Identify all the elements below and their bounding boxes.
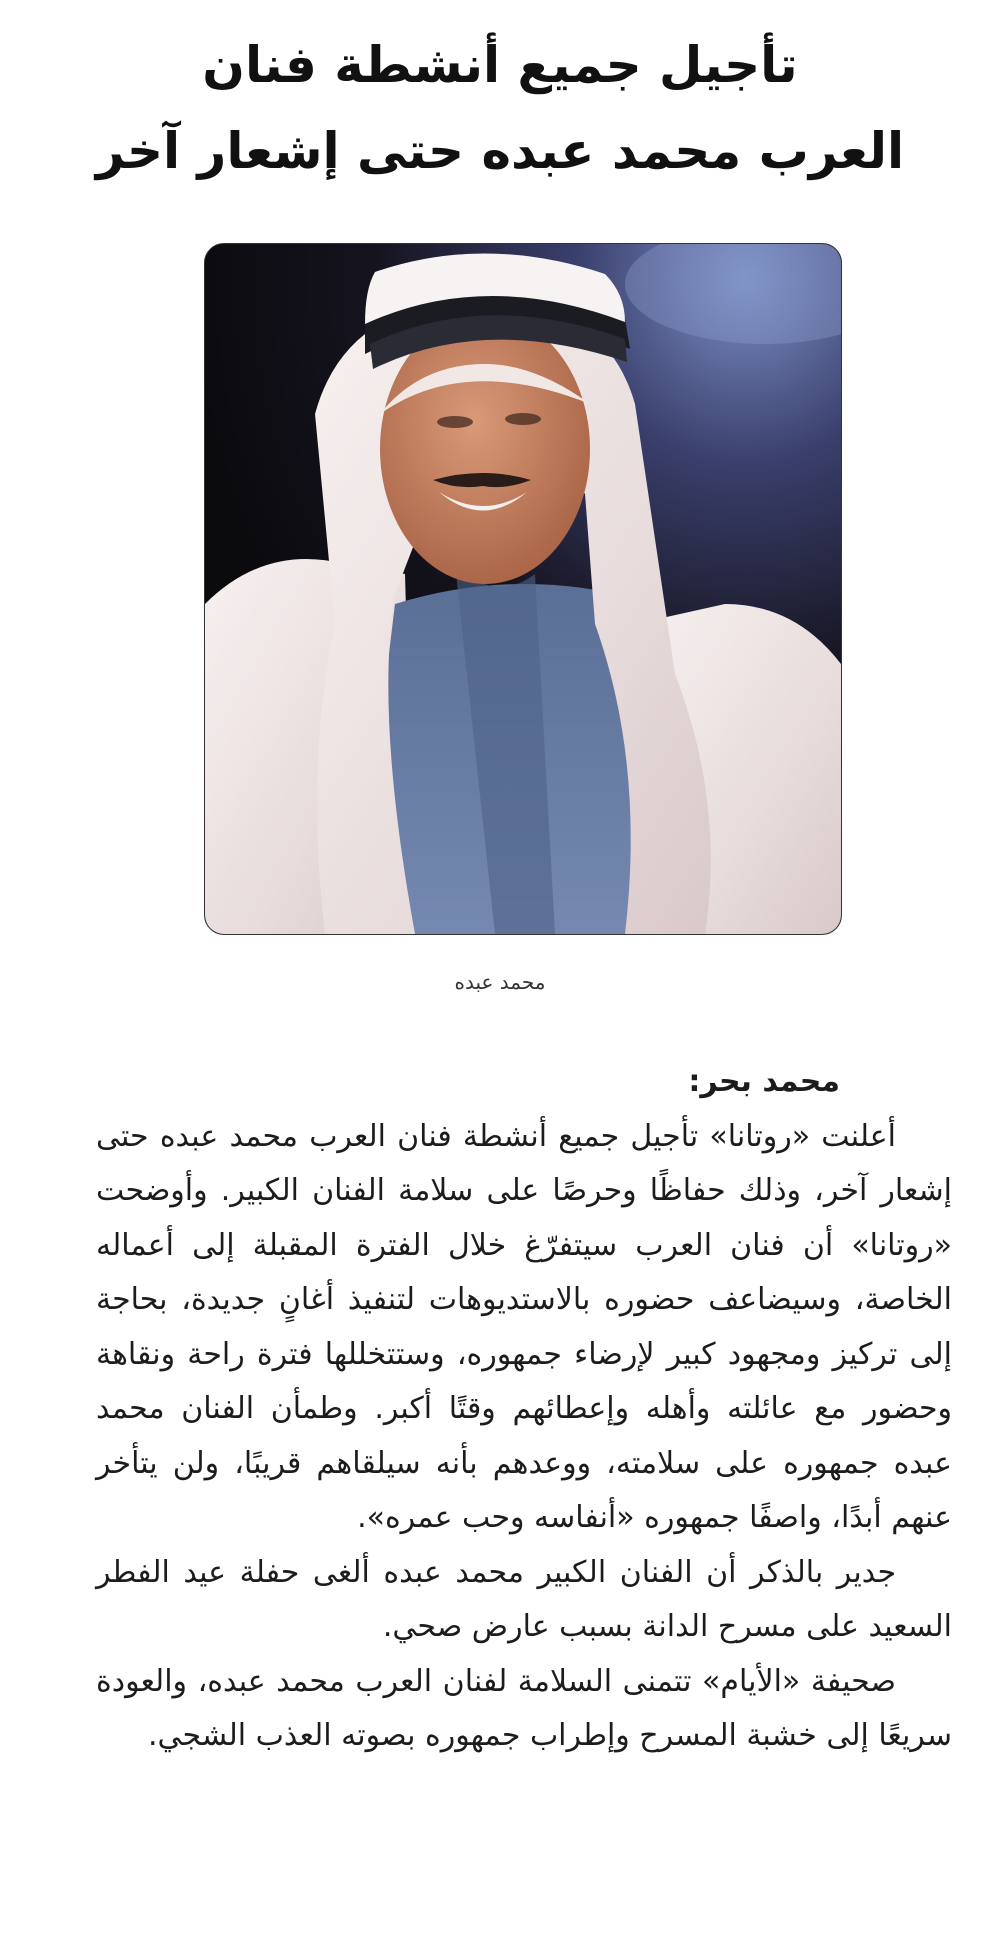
headline: [60, 22, 940, 194]
headline-line-2: العرب محمد عبده حتى إشعار آخر: [95, 122, 905, 180]
photo-caption: محمد عبده: [454, 970, 546, 994]
headline-line-1: تأجيل جميع أنشطة فنان: [202, 36, 798, 94]
artist-photo: [204, 243, 842, 935]
article-body: [96, 1055, 952, 1764]
paragraph-1: أعلنت «روتانا» تأجيل جميع أنشطة فنان العرب محمد عبده حتى إشعار آخر، وذلك حفاظًا وحرصًا على سلامة الفنان الكبير. وأوضحت «روتانا» أن فنان العرب سيتفرّغ خلال الفترة المقبلة إلى أعماله الخاصة، وسيضاعف حضوره بالاستديوهات لتنفيذ أغانٍ جديدة، بحاجة إلى تركيز ومجهود كبير لإرضاء جمهوره، وستتخللها فترة راحة ونقاهة وحضور مع عائلته وأهله وإعطائهم وقتًا أكبر. وطمأن الفنان محمد عبده جمهوره على سلامته، ووعدهم بأنه سيلقاهم قريبًا، ولن يتأخر عنهم أبدًا، واصفًا جمهوره «أنفاسه وحب عمره».: [96, 1118, 952, 1535]
paragraph-2: جدير بالذكر أن الفنان الكبير محمد عبده ألغى حفلة عيد الفطر السعيد على مسرح الدانة بسبب عارض صحي.: [96, 1554, 952, 1644]
byline: محمد بحر:: [688, 1064, 840, 1099]
paragraph-3: صحيفة «الأيام» تتمنى السلامة لفنان العرب محمد عبده، والعودة سريعًا إلى خشبة المسرح وإطراب جمهوره بصوته العذب الشجي.: [96, 1663, 952, 1753]
